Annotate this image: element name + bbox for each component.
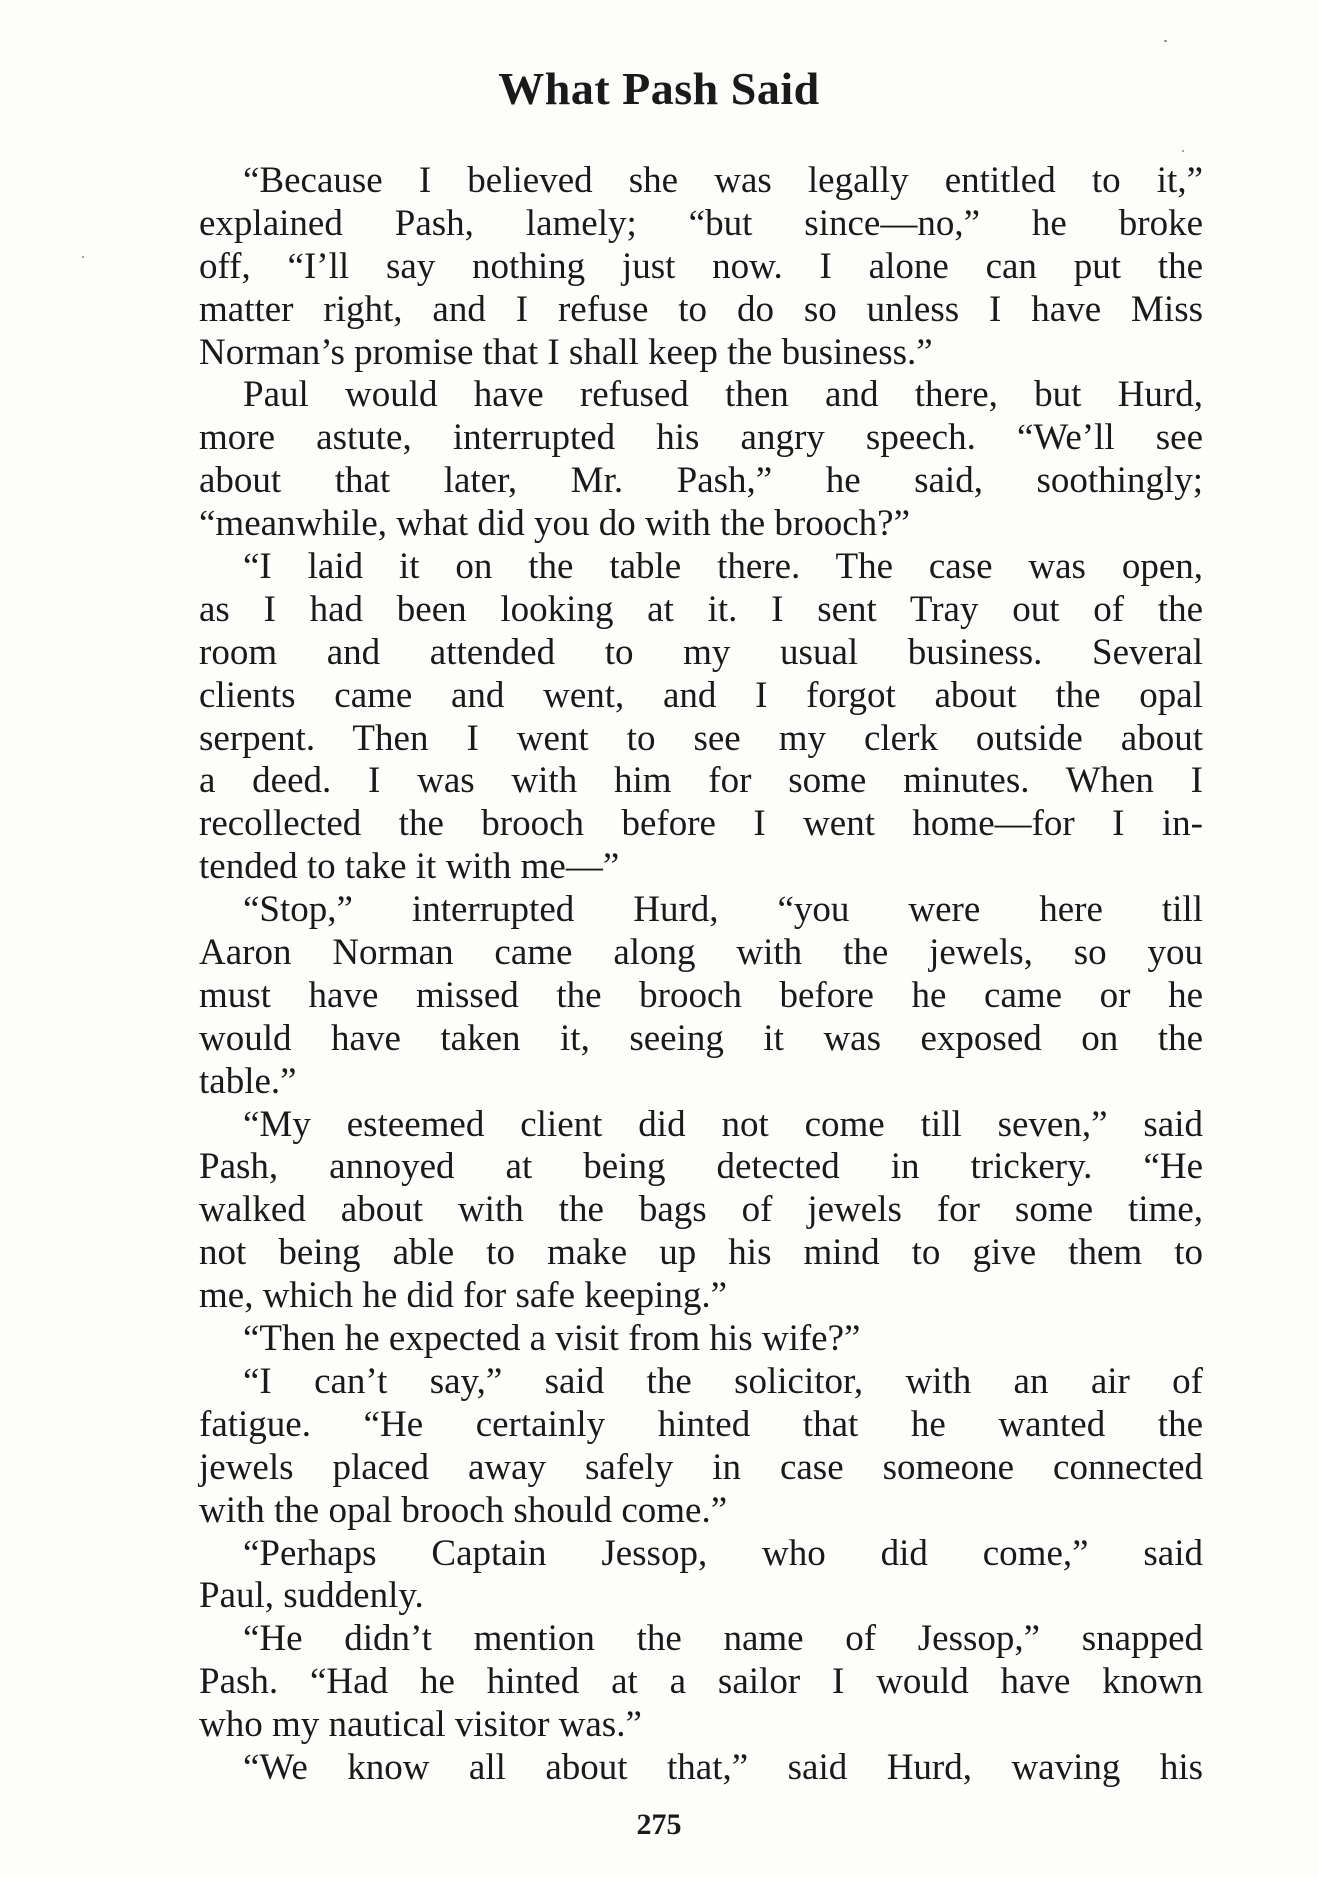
text-line: fatigue. “He certainly hinted that he wanted the bbox=[199, 1403, 1203, 1445]
text-line: room and attended to my usual business. Several bbox=[199, 631, 1203, 673]
text-line: with the opal brooch should come.” bbox=[199, 1489, 728, 1531]
text-line: not being able to make up his mind to give them to bbox=[199, 1232, 1203, 1274]
text-line: Paul would have refused then and there, but Hurd, bbox=[243, 374, 1203, 416]
ink-speck bbox=[1164, 40, 1167, 42]
text-line: “I can’t say,” said the solicitor, with an air of bbox=[243, 1360, 1203, 1402]
ink-speck bbox=[1182, 150, 1184, 152]
text-line: Aaron Norman came along with the jewels, so you bbox=[199, 932, 1203, 974]
text-line: must have missed the brooch before he came or he bbox=[199, 974, 1203, 1016]
text-line: “My esteemed client did not come till seven,” said bbox=[243, 1103, 1203, 1145]
text-line: “Because I believed she was legally entitled to it,” bbox=[243, 160, 1203, 201]
text-line: matter right, and I refuse to do so unless I have Miss bbox=[199, 288, 1203, 330]
text-line: Pash. “Had he hinted at a sailor I would have known bbox=[199, 1661, 1203, 1703]
text-line: explained Pash, lamely; “but since—no,” he broke bbox=[199, 202, 1203, 244]
text-line: about that later, Mr. Pash,” he said, soothingly; bbox=[199, 460, 1203, 502]
text-line: “Stop,” interrupted Hurd, “you were here till bbox=[243, 889, 1203, 931]
text-line: “I laid it on the table there. The case was open, bbox=[243, 546, 1203, 588]
text-line: would have taken it, seeing it was exposed on the bbox=[199, 1017, 1203, 1059]
text-line: “We know all about that,” said Hurd, waving his bbox=[243, 1746, 1203, 1788]
text-line: “meanwhile, what did you do with the brooch?” bbox=[199, 503, 911, 545]
text-line: off, “I’ll say nothing just now. I alone can put the bbox=[199, 245, 1203, 287]
text-line: Paul, suddenly. bbox=[199, 1575, 424, 1617]
text-line: table.” bbox=[199, 1060, 297, 1102]
text-line: more astute, interrupted his angry speech. “We’ll see bbox=[199, 417, 1203, 459]
page-number: 275 bbox=[636, 1808, 682, 1841]
text-line: who my nautical visitor was.” bbox=[199, 1704, 642, 1746]
body-text bbox=[199, 160, 1203, 1790]
ink-speck bbox=[82, 256, 84, 258]
text-line: “He didn’t mention the name of Jessop,” snapped bbox=[243, 1618, 1203, 1660]
running-title: What Pash Said bbox=[498, 63, 820, 114]
text-line: jewels placed away safely in case someone connected bbox=[199, 1446, 1203, 1488]
text-line: as I had been looking at it. I sent Tray out of the bbox=[199, 588, 1203, 630]
text-line: “Then he expected a visit from his wife?” bbox=[243, 1318, 861, 1360]
text-line: recollected the brooch before I went home—for I in- bbox=[199, 803, 1203, 845]
text-line: clients came and went, and I forgot about the opal bbox=[199, 674, 1203, 716]
text-line: a deed. I was with him for some minutes. When I bbox=[199, 760, 1203, 802]
text-line: Pash, annoyed at being detected in trickery. “He bbox=[199, 1146, 1203, 1188]
text-line: Norman’s promise that I shall keep the business.” bbox=[199, 331, 933, 373]
text-line: “Perhaps Captain Jessop, who did come,” said bbox=[243, 1532, 1203, 1574]
text-line: me, which he did for safe keeping.” bbox=[199, 1275, 728, 1317]
text-line: tended to take it with me—” bbox=[199, 846, 620, 888]
text-line: serpent. Then I went to see my clerk outside about bbox=[199, 717, 1203, 759]
text-line: walked about with the bags of jewels for some time, bbox=[199, 1189, 1203, 1231]
